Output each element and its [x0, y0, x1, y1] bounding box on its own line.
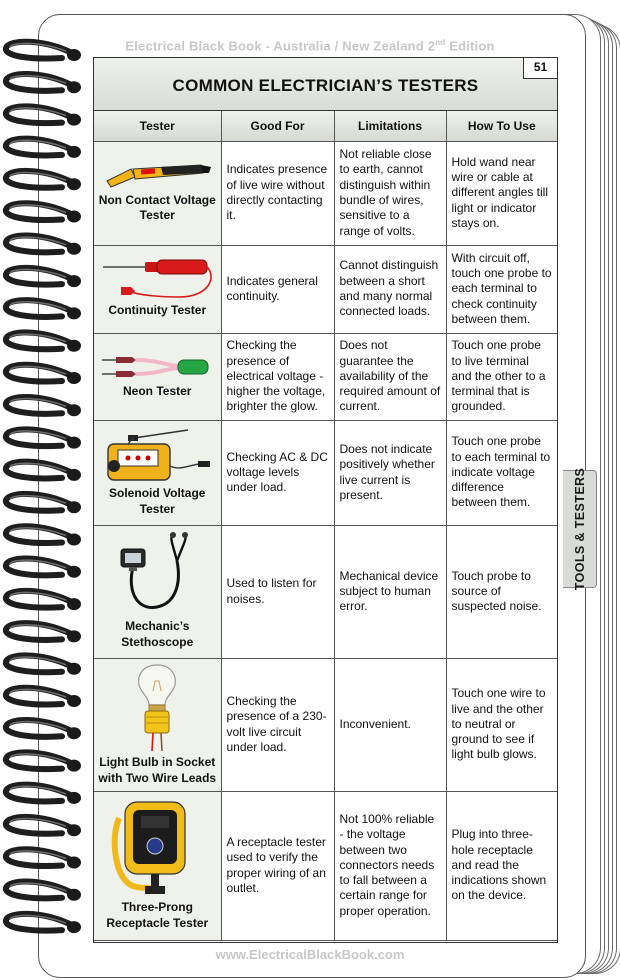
table-row — [94, 658, 557, 791]
table-row — [94, 245, 557, 333]
how-to-use-cell: With circuit off, touch one probe to each terminal to check continuity between them. — [446, 245, 557, 333]
limitations-cell: Does not guarantee the availability of the required amount of current. — [334, 333, 446, 420]
binding-hole — [67, 146, 81, 158]
binding-hole — [67, 921, 81, 933]
binding-hole — [67, 534, 81, 546]
binding-hole — [67, 114, 81, 126]
good-for-cell: Checking the presence of electrical voltage - higher the voltage, brighter the glow. — [221, 333, 334, 420]
tester-name: Solenoid Voltage Tester — [109, 486, 206, 516]
binding-hole — [67, 178, 81, 190]
tester-cell — [94, 525, 221, 658]
binding-hole — [67, 243, 81, 255]
light-bulb-socket-icon — [127, 661, 187, 753]
binding-hole — [67, 211, 81, 223]
binding-hole — [67, 663, 81, 675]
spiral-binding — [0, 0, 95, 980]
binding-hole — [67, 437, 81, 449]
column-header-how-to-use: How To Use — [446, 111, 557, 141]
tester-name: Three-Prong Receptacle Tester — [106, 900, 209, 930]
table-row — [94, 791, 557, 940]
table-row — [94, 420, 557, 525]
tester-cell — [94, 333, 221, 420]
binding-hole — [67, 598, 81, 610]
tester-cell — [94, 658, 221, 791]
limitations-cell: Not 100% reliable - the voltage between two connectors needs to fall between a certain range for proper operation. — [334, 791, 446, 940]
binding-hole — [67, 81, 81, 93]
binding-hole — [67, 469, 81, 481]
column-header-good-for: Good For — [221, 111, 334, 141]
binding-hole — [67, 501, 81, 513]
page-title: COMMON ELECTRICIAN’S TESTERS — [172, 76, 479, 95]
solenoid-voltage-tester-icon — [98, 426, 216, 484]
good-for-cell: Checking AC & DC voltage levels under load. — [221, 420, 334, 525]
table-row — [94, 525, 557, 658]
binding-hole — [67, 695, 81, 707]
receptacle-tester-icon — [111, 798, 203, 898]
good-for-cell: A receptacle tester used to verify the proper wiring of an outlet. — [221, 791, 334, 940]
binding-hole — [67, 372, 81, 384]
table-row — [94, 333, 557, 420]
tester-name: Continuity Tester — [108, 303, 207, 318]
tester-name: Light Bulb in Socket with Two Wire Leads — [98, 755, 217, 785]
how-to-use-cell: Touch one probe to each terminal to indicate voltage difference between them. — [446, 420, 557, 525]
tester-name: Mechanic’s Stethoscope — [121, 619, 194, 649]
binding-hole — [67, 824, 81, 836]
tester-name: Neon Tester — [123, 383, 192, 398]
how-to-use-cell: Plug into three-hole receptacle and read the indications shown on the device. — [446, 791, 557, 940]
table-frame — [93, 57, 558, 943]
limitations-cell: Mechanical device subject to human error. — [334, 525, 446, 658]
neon-tester-icon — [98, 352, 216, 382]
binding-hole — [67, 340, 81, 352]
column-header-tester: Tester — [94, 111, 221, 141]
tester-cell — [94, 791, 221, 940]
good-for-cell: Used to listen for noises. — [221, 525, 334, 658]
binding-hole — [67, 404, 81, 416]
binding-hole — [67, 792, 81, 804]
tester-name: Non Contact Voltage Tester — [98, 192, 216, 222]
binding-hole — [67, 857, 81, 869]
page-number: 51 — [523, 57, 558, 79]
non-contact-voltage-tester-icon — [101, 161, 213, 191]
column-header-limitations: Limitations — [334, 111, 446, 141]
binding-hole — [67, 275, 81, 287]
binding-hole — [67, 889, 81, 901]
testers-table — [94, 111, 557, 941]
tester-cell — [94, 245, 221, 333]
how-to-use-cell: Touch one probe to live terminal and the other to a terminal that is grounded. — [446, 333, 557, 420]
good-for-cell: Indicates presence of live wire without directly contacting it. — [221, 141, 334, 245]
side-tab-label: TOOLS & TESTERS — [572, 467, 587, 591]
tester-cell — [94, 420, 221, 525]
binding-hole — [67, 307, 81, 319]
side-tab[interactable] — [563, 467, 597, 591]
good-for-cell: Checking the presence of a 230-volt live circuit under load. — [221, 658, 334, 791]
binding-hole — [67, 630, 81, 642]
table-row — [94, 141, 557, 245]
limitations-cell: Inconvenient. — [334, 658, 446, 791]
binding-hole — [67, 727, 81, 739]
how-to-use-cell: Hold wand near wire or cable at different angles till light or indicator stays on. — [446, 141, 557, 245]
binding-hole — [67, 566, 81, 578]
how-to-use-cell: Touch probe to source of suspected noise. — [446, 525, 557, 658]
table-header-banner — [94, 58, 557, 111]
continuity-tester-icon — [99, 257, 215, 301]
limitations-cell: Cannot distinguish between a short and many normal connected loads. — [334, 245, 446, 333]
stethoscope-icon — [107, 531, 207, 617]
good-for-cell: Indicates general continuity. — [221, 245, 334, 333]
how-to-use-cell: Touch one wire to live and the other to neutral or ground to see if light bulb glows. — [446, 658, 557, 791]
binding-hole — [67, 760, 81, 772]
tester-cell — [94, 141, 221, 245]
limitations-cell: Does not indicate positively whether live current is present. — [334, 420, 446, 525]
book-title: Electrical Black Book - Australia / New Zealand 2nd Edition — [125, 38, 495, 54]
footer-url: www.ElectricalBlackBook.com — [215, 947, 405, 962]
limitations-cell: Not reliable close to earth, cannot distinguish within bundle of wires, sensitive to a range of volts. — [334, 141, 446, 245]
